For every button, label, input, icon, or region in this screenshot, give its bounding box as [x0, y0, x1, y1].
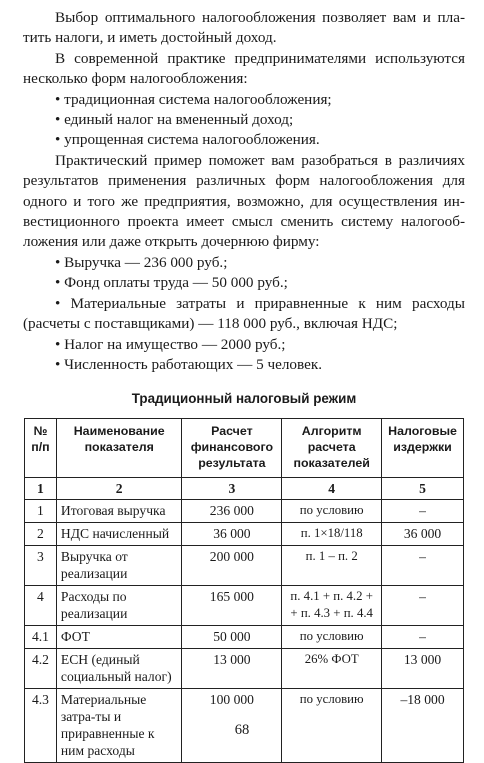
page-number: 68	[234, 722, 250, 738]
row-calc: 236 000	[182, 500, 282, 523]
row-algorithm: по условию	[282, 626, 382, 649]
table-row	[25, 546, 464, 586]
list-item: • традиционная система налогообложения;	[23, 90, 465, 110]
header-name: Наименование показателя	[56, 419, 182, 478]
regimes-list	[23, 90, 465, 151]
row-name: Итоговая выручка	[56, 500, 182, 523]
row-algorithm: п. 1 – п. 2	[282, 546, 382, 586]
column-number-row	[25, 478, 464, 500]
example-intro-paragraph: Практический пример поможет вам разобраться в различиях результатов применения различных форм налогообложения для одного и того же предприятия, возможно, для осуществления ин-вестиционного проекта имеет смысл сменить систему налогооб-ложения или даже открыть дочернюю фирму:	[23, 151, 465, 251]
row-name: НДС начисленный	[56, 523, 182, 546]
example-list	[23, 253, 465, 375]
row-number: 4	[25, 586, 57, 626]
tax-regime-table	[24, 418, 464, 763]
list-item: • упрощенная система налогообложения.	[23, 130, 465, 150]
page-body	[23, 8, 465, 763]
row-number: 2	[25, 523, 57, 546]
header-no: № п/п	[25, 419, 57, 478]
row-algorithm: по условию	[282, 500, 382, 523]
row-name: ФОТ	[56, 626, 182, 649]
table-row	[25, 626, 464, 649]
row-number: 4.1	[25, 626, 57, 649]
row-tax-cost: 36 000	[382, 523, 464, 546]
intro-paragraph-2: В современной практике предпринимателями используются несколько форм налогообложения:	[23, 49, 465, 88]
row-calc: 200 000	[182, 546, 282, 586]
row-tax-cost: 13 000	[382, 649, 464, 689]
table-row	[25, 500, 464, 523]
row-tax-cost: –	[382, 500, 464, 523]
table-header-row	[25, 419, 464, 478]
column-number: 5	[382, 478, 464, 500]
row-algorithm: п. 4.1 + п. 4.2 + + п. 4.3 + п. 4.4	[282, 586, 382, 626]
column-number: 4	[282, 478, 382, 500]
row-tax-cost: –	[382, 586, 464, 626]
header-calc: Расчет финансового результата	[182, 419, 282, 478]
row-calc: 36 000	[182, 523, 282, 546]
row-number: 4.3	[25, 689, 57, 763]
row-number: 3	[25, 546, 57, 586]
intro-paragraph-1: Выбор оптимального налогообложения позволяет вам и пла-тить налоги, и иметь достойный доход.	[23, 9, 465, 47]
row-tax-cost: –18 000	[382, 689, 464, 763]
row-name: Выручка от реализации	[56, 546, 182, 586]
list-item: • Налог на имущество — 2000 руб.;	[23, 335, 465, 355]
row-tax-cost: –	[382, 546, 464, 586]
row-calc: 100 000	[182, 689, 282, 763]
row-name: Расходы по реализации	[56, 586, 182, 626]
list-item: • Фонд оплаты труда — 50 000 руб.;	[23, 273, 465, 293]
table-row	[25, 586, 464, 626]
table-title: Традиционный налоговый режим	[131, 391, 357, 407]
list-item: • единый налог на вмененный доход;	[23, 110, 465, 130]
table-row	[25, 523, 464, 546]
row-number: 1	[25, 500, 57, 523]
row-calc: 13 000	[182, 649, 282, 689]
column-number: 1	[25, 478, 57, 500]
row-name: Материальные затра-ты и приравненные к ним расходы	[56, 689, 182, 763]
row-tax-cost: –	[382, 626, 464, 649]
row-calc: 165 000	[182, 586, 282, 626]
row-algorithm: п. 1×18/118	[282, 523, 382, 546]
list-item: • Численность работающих — 5 человек.	[23, 355, 465, 375]
table-row	[25, 649, 464, 689]
column-number: 2	[56, 478, 182, 500]
row-name: ЕСН (единый социальный налог)	[56, 649, 182, 689]
row-algorithm: 26% ФОТ	[282, 649, 382, 689]
header-algorithm: Алгоритм расчета показателей	[282, 419, 382, 478]
header-tax-cost: Налоговые издержки	[382, 419, 464, 478]
row-algorithm: по условию	[282, 689, 382, 763]
row-calc: 50 000	[182, 626, 282, 649]
list-item: • Выручка — 236 000 руб.;	[23, 253, 465, 273]
column-number: 3	[182, 478, 282, 500]
list-item: • Материальные затраты и приравненные к ним расходы (расчеты с поставщиками) — 118 000 руб., включая НДС;	[23, 294, 465, 335]
row-number: 4.2	[25, 649, 57, 689]
